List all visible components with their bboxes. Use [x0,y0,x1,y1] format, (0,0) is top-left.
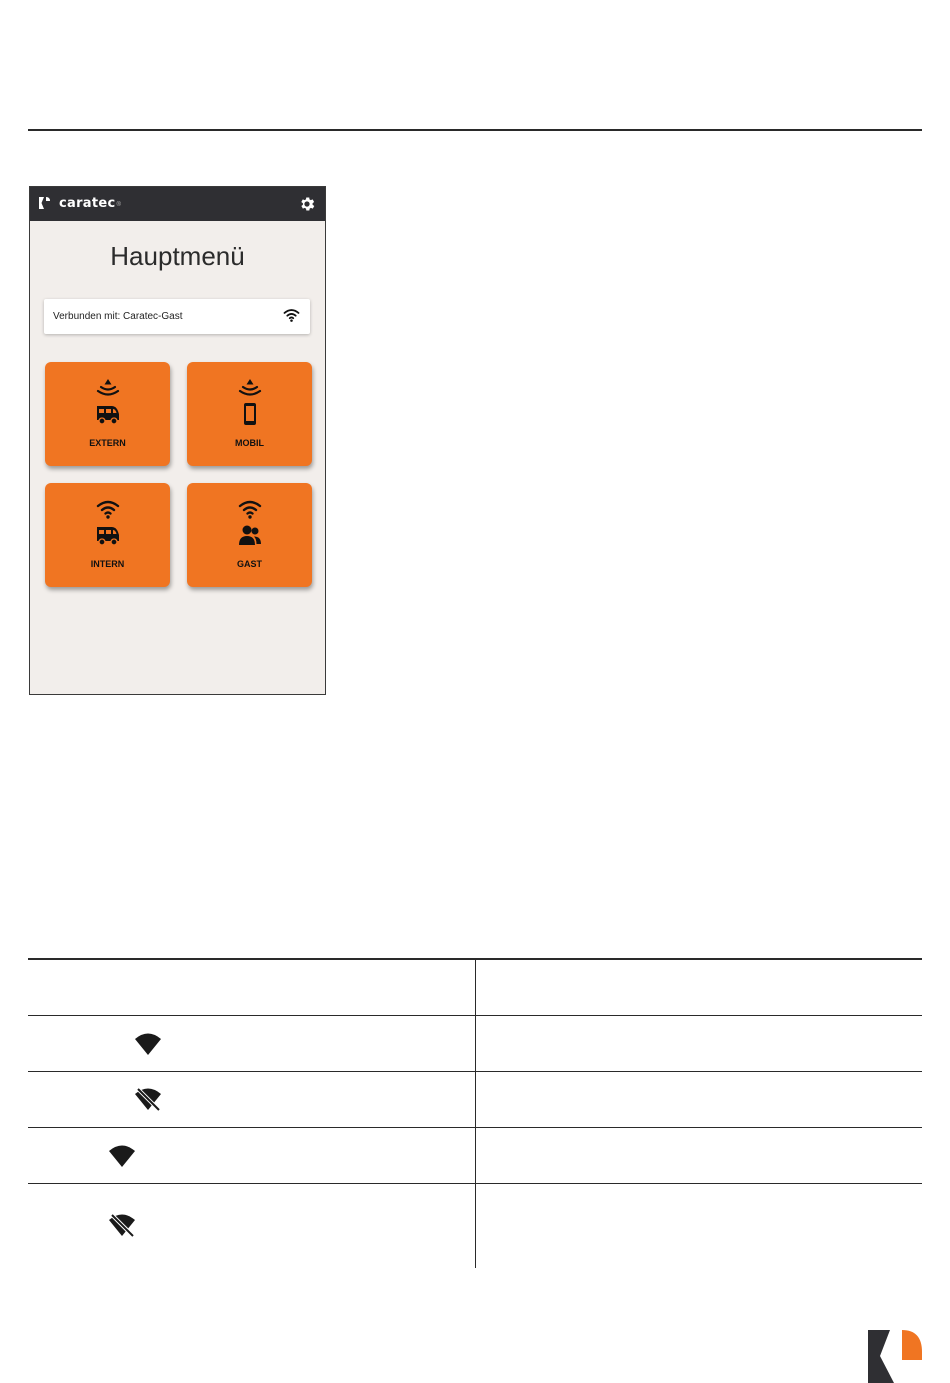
tile-extern[interactable] [45,362,170,466]
caratec-logo-icon [868,1330,922,1383]
radio-signal-icon [238,378,262,398]
connection-status-card [44,299,310,334]
top-divider [28,129,922,131]
app-header [30,187,325,221]
wifi-icon [283,308,300,322]
wifi-connected-icon [134,1031,162,1057]
tile-label: GAST [236,559,262,569]
page-title: Hauptmenü [110,241,245,271]
tile-label: EXTERN [89,438,126,448]
registered-mark: ® [116,202,121,208]
tile-gast[interactable] [187,483,312,587]
wifi-icon [96,499,120,519]
gear-icon[interactable] [298,195,316,213]
wifi-off-icon [108,1212,136,1238]
table-column-divider [475,958,476,1268]
people-icon [237,523,263,547]
camper-van-icon [95,402,121,426]
caratec-logo [39,195,121,211]
tile-mobil[interactable] [187,362,312,466]
connection-status-text: Verbunden mit: Caratec-Gast [53,311,183,322]
radio-signal-icon [96,378,120,398]
camper-van-icon [95,523,121,547]
brand-name: caratec [59,195,116,211]
status-icon-table [28,958,922,1268]
tile-intern[interactable] [45,483,170,587]
wifi-off-icon [134,1086,162,1112]
caratec-logo-icon [39,196,53,210]
tile-label: MOBIL [235,438,264,448]
wifi-connected-icon [108,1143,136,1169]
tile-label: INTERN [90,559,125,569]
app-screenshot [29,186,326,695]
wifi-icon [238,499,262,519]
smartphone-icon [237,402,263,426]
